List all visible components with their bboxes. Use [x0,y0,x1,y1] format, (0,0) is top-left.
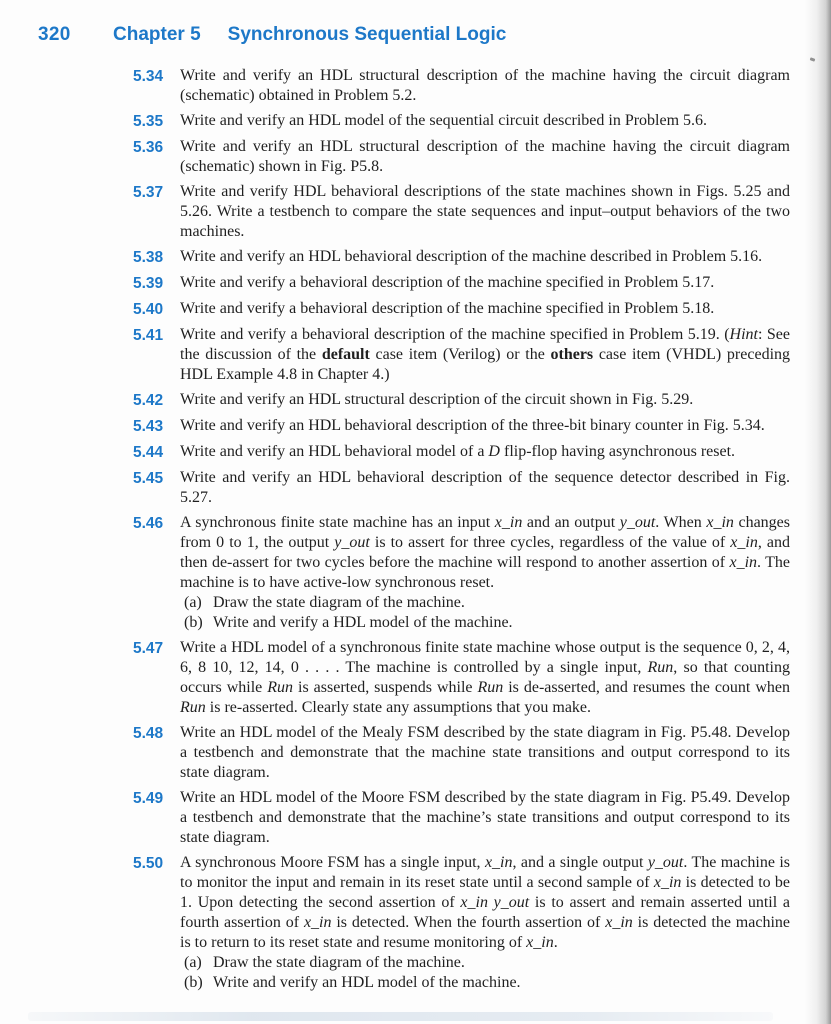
problem-number: 5.48 [133,725,164,742]
problem-text-run: Write an HDL model of the Moore FSM described by the state diagram in Fig. P5.49. Develop a testbench and demonstrate that the machine’s state transitions and output correspond to its state diagram. [180,789,790,846]
problem-text-run: is detected the machine is to return to its reset state and resume monitoring of [180,914,790,951]
problem-text-run: . When [655,514,707,531]
problem-item [133,66,790,106]
problem-text [180,325,790,385]
problem-text-run: is to assert for three cycles, regardless of the value of [369,534,731,551]
problem-text-run: . The machine is to have active-low synchronous reset. [180,554,791,591]
problem-text-run: Write and verify an HDL structural description of the machine having the circuit diagram (schematic) shown in Fig. P5.8. [180,138,790,175]
chapter-label: Chapter 5 [113,24,201,45]
problem-item [133,111,790,132]
problem-body [180,468,790,508]
problem-subitem [180,953,790,973]
problem-text-run: . [553,934,558,951]
problem-text-run: is to assert and remain asserted until a fourth assertion of [180,894,790,931]
problem-number: 5.38 [133,249,164,266]
problem-number: 5.34 [133,68,164,85]
problem-subitem [180,613,790,633]
problem-number: 5.45 [133,470,164,487]
problem-text-run: . The machine is to monitor the input and remain in its reset state until a second sample of [180,854,791,891]
problem-text-run: flip-flop having asynchronous reset. [499,443,736,460]
problem-text-run: Write and verify an HDL structural description of the circuit shown in Fig. 5.29. [180,391,694,408]
problem-body [180,111,790,132]
problem-item [133,273,790,294]
problem-number: 5.43 [133,418,164,435]
problem-text [180,182,790,242]
problem-item [133,468,790,508]
problem-text-italic: x_in [494,514,523,531]
subitem-text: Write and verify an HDL model of the machine. [213,974,521,991]
problem-number: 5.39 [133,275,164,292]
subitem-label: (b) [184,614,203,631]
problem-text [180,416,790,436]
problem-body [180,416,790,437]
problem-body [180,390,790,411]
problem-body [180,137,790,177]
problem-text-run: Write and verify an HDL behavioral description of the sequence detector described in Fig. 5.27. [180,469,790,506]
problem-text-italic: y_out [619,514,656,531]
problem-body [180,299,790,320]
problem-item [133,137,790,177]
subitem-text: Draw the state diagram of the machine. [213,594,465,611]
problem-text-run: is detected to be 1. Upon detecting the second assertion of [180,874,791,911]
problem-number: 5.46 [133,515,164,532]
problem-text-italic: x_in [706,514,734,531]
problem-text-run: Write and verify an HDL behavioral model of a [180,443,489,460]
problem-text-run: Write and verify an HDL model of the sequential circuit described in Problem 5.6. [180,112,708,129]
problem-item [133,638,790,718]
problem-text-run: case item (Verilog) or the [369,346,551,363]
problem-body [180,723,790,783]
problem-text-run: Write and verify HDL behavioral descriptions of the state machines shown in Figs. 5.25 and 5.26. Write a testbench to compare the state sequences and input–output behaviors of the two machines. [180,183,790,240]
problem-text-run: Write and verify a behavioral description of the machine specified in Problem 5.19. ( [180,326,730,343]
problem-text-run: Write a HDL model of a synchronous finite state machine whose output is the sequence 0, 2, 4, 6, 8 10, 12, 14, 0 . . . . The machine is controlled by a single input, [180,639,790,676]
problem-text-run: : See the discussion of the [180,326,791,363]
problem-number: 5.36 [133,139,164,156]
problem-text-run: , and then de-assert for two cycles before the machine will respond to another assertion of [180,534,790,571]
page-number: 320 [38,24,71,45]
problem-text-italic: x_in [484,854,513,871]
problem-text-run: A synchronous finite state machine has an input [180,514,495,531]
problem-text-italic: x_in [605,914,633,931]
problem-text [180,513,790,593]
problem-number: 5.42 [133,392,164,409]
problem-text-run: Write and verify a behavioral description of the machine specified in Problem 5.18. [180,300,715,317]
subitem-label: (b) [184,974,203,991]
problem-text-italic: Run [180,699,206,716]
problem-number: 5.47 [133,640,164,657]
problem-body [180,513,790,633]
problem-body [180,788,790,848]
problem-number: 5.40 [133,301,164,318]
problem-number: 5.37 [133,184,164,201]
problem-text-run: Write an HDL model of the Mealy FSM described by the state diagram in Fig. P5.48. Develop a testbench and demonstrate that the machine state transitions and output correspond to its state diagram. [180,724,790,781]
problem-body [180,247,790,268]
problem-number: 5.49 [133,790,164,807]
problem-text [180,638,790,718]
chapter-title: Synchronous Sequential Logic [227,24,507,45]
problem-text-run: is de-asserted, and resumes the count when [503,679,790,696]
problem-text [180,723,790,783]
problem-item [133,416,790,437]
running-head [0,0,831,46]
problem-text [180,390,790,410]
problem-text-italic: Run [477,679,504,696]
problem-item [133,442,790,463]
problem-text-run: case item (VHDL) preceding HDL Example 4.8 in Chapter 4.) [180,346,791,383]
problem-text [180,468,790,508]
problem-text-run: Write and verify a behavioral description of the machine specified in Problem 5.17. [180,274,715,291]
scan-artifact-mark [810,57,816,62]
problem-item [133,182,790,242]
problem-text-bold: others [550,346,594,363]
problem-text [180,853,790,953]
problem-text [180,247,790,267]
problem-text-bold: default [321,346,370,363]
problem-text [180,66,790,106]
problem-body [180,442,790,463]
subitem-label: (a) [184,594,202,611]
problem-text-italic: Run [267,679,294,696]
problem-text-run: A synchronous Moore FSM has a single input, [180,854,485,871]
problem-number: 5.35 [133,113,164,130]
problem-item [133,390,790,411]
subitem-label: (a) [184,954,202,971]
problem-text-run: is asserted, suspends while [293,679,478,696]
problem-text-italic: x_in [729,554,758,571]
problem-text-italic: Hint [729,326,758,343]
problem-number: 5.41 [133,327,164,344]
problem-text-italic: x_in [460,894,488,911]
problem-text-run: Write and verify an HDL behavioral description of the machine described in Problem 5.16. [180,248,763,265]
problem-text [180,442,790,462]
problem-text-italic: Run [647,659,674,676]
problem-text [180,299,790,319]
problem-text-run: and an output [522,514,620,531]
problem-number: 5.44 [133,444,164,461]
problem-text-italic: x_in [653,874,682,891]
problem-text-italic: x_in [303,914,332,931]
page-bottom-shadow [28,1012,773,1021]
problem-text [180,273,790,293]
problem-text [180,788,790,848]
problem-text-italic: x_in [730,534,758,551]
problem-item [133,513,790,633]
problem-text-italic: y_out [493,894,530,911]
problem-text-run: Write and verify an HDL structural description of the machine having the circuit diagram (schematic) obtained in Problem 5.2. [180,67,790,104]
problem-text-italic: x_in [526,934,554,951]
problem-subitem [180,973,790,993]
problem-text-run: is re-asserted. Clearly state any assumptions that you make. [205,699,592,716]
problem-text [180,137,790,177]
subitem-text: Write and verify a HDL model of the machine. [213,614,513,631]
problem-text-run: changes from 0 to 1, the output [180,514,791,551]
problem-list [0,66,831,993]
problem-item [133,723,790,783]
problem-text-run: Write and verify an HDL behavioral description of the three-bit binary counter in Fig. 5.34. [180,417,765,434]
problem-item [133,247,790,268]
problem-text-run: is detected. When the fourth assertion of [331,914,606,931]
problem-body [180,66,790,106]
problem-subitem [180,593,790,613]
problem-number: 5.50 [133,855,164,872]
problem-item [133,788,790,848]
problem-text [180,111,790,131]
problem-item [133,299,790,320]
problem-item [133,325,790,385]
problem-text-italic: y_out [647,854,684,871]
problem-body [180,638,790,718]
problem-text-run: , so that counting occurs while [180,659,791,696]
problem-body [180,853,790,993]
problem-text-italic: D [488,443,500,460]
subitem-text: Draw the state diagram of the machine. [213,954,465,971]
problem-text-italic: y_out [334,534,370,551]
problem-body [180,182,790,242]
problem-item [133,853,790,993]
problem-body [180,325,790,385]
problem-body [180,273,790,294]
problem-text-run: , and a single output [512,854,648,871]
